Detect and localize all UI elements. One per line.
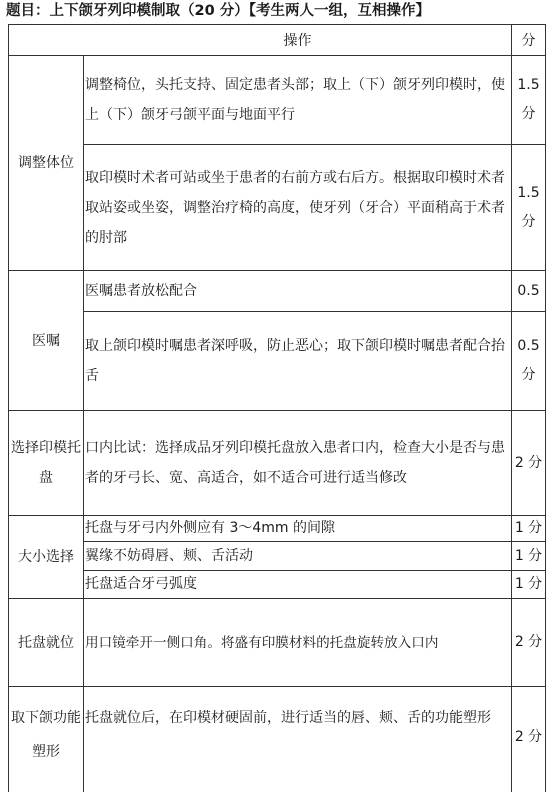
item-text: 托盘就位后，在印模材硬固前，进行适当的唇、颊、舌的功能塑形 [85,710,491,726]
item-score: 0.5 [517,282,540,299]
category-label: 取下颌功能塑形 [11,710,81,760]
table-row [85,542,510,570]
category-cell [9,687,83,792]
category-label: 托盘就位 [18,634,74,651]
category-label: 医嘱 [32,332,60,349]
item-text: 取上颌印模时嘱患者深呼吸，防止恶心；取下颌印模时嘱患者配合抬舌 [85,338,505,384]
table-row [85,411,510,515]
item-score: 1 分 [514,548,543,564]
table-row [85,145,510,270]
table-row [85,687,510,792]
score-cell [512,411,545,515]
score-cell [512,516,545,541]
score-cell [512,571,545,598]
score-cell [512,56,545,144]
table-row [85,56,510,144]
table-row [85,516,510,541]
header-operation [84,25,511,55]
item-score: 2 分 [514,634,543,650]
item-score: 1 分 [514,520,543,536]
item-score: 0.5分 [517,338,540,383]
page-title: 题目：上下颌牙列印模制取（20 分）【考生两人一组，互相操作】 [6,3,430,19]
category-cell [9,516,83,598]
item-score: 2 分 [514,454,543,471]
table-right-border [545,24,546,792]
item-text: 医嘱患者放松配合 [85,283,197,299]
score-cell [512,312,545,410]
item-score: 1.5分 [517,77,540,122]
item-text: 托盘与牙弓内外侧应有 3～4mm 的间隙 [85,520,335,536]
category-label: 调整体位 [18,155,74,171]
score-cell [512,599,545,686]
table-row [85,271,510,311]
table-row [85,312,510,410]
category-cell [9,271,83,410]
item-text: 调整椅位，头托支持、固定患者头部；取上（下）颌牙列印模时，使上（下）颌牙弓颌平面与地面平行 [85,77,505,123]
table-row [85,571,510,598]
item-score: 2 分 [514,729,543,745]
item-text: 口内比试：选择成品牙列印模托盘放入患者口内，检查大小是否与患者的牙弓长、宽、高适合，如不适合可进行适当修改 [85,440,505,486]
score-cell [512,542,545,570]
item-text: 取印模时术者可站或坐于患者的右前方或右后方。根据取印模时术者取站姿或坐姿，调整治疗椅的高度，使牙列（牙合）平面稍高于术者的肘部 [85,169,505,246]
item-text: 用口镜牵开一侧口角。将盛有印膜材料的托盘旋转放入口内 [85,634,439,651]
item-text: 翼缘不妨碍唇、颊、舌活动 [85,548,253,564]
category-cell [9,56,83,270]
item-text: 托盘适合牙弓弧度 [85,576,197,592]
table-row [85,599,510,686]
score-cell [512,687,545,792]
score-cell [512,271,545,311]
item-score: 1.5分 [517,184,540,230]
category-label: 选择印模托盘 [11,440,81,486]
category-cell [9,411,83,515]
score-cell [512,145,545,270]
header-operation-label: 操作 [283,33,312,49]
item-score: 1 分 [514,576,543,592]
header-score-label: 分 [521,33,536,49]
header-score [512,25,545,55]
category-label: 大小选择 [18,549,74,565]
category-column-divider [83,55,84,792]
category-cell [9,599,83,686]
